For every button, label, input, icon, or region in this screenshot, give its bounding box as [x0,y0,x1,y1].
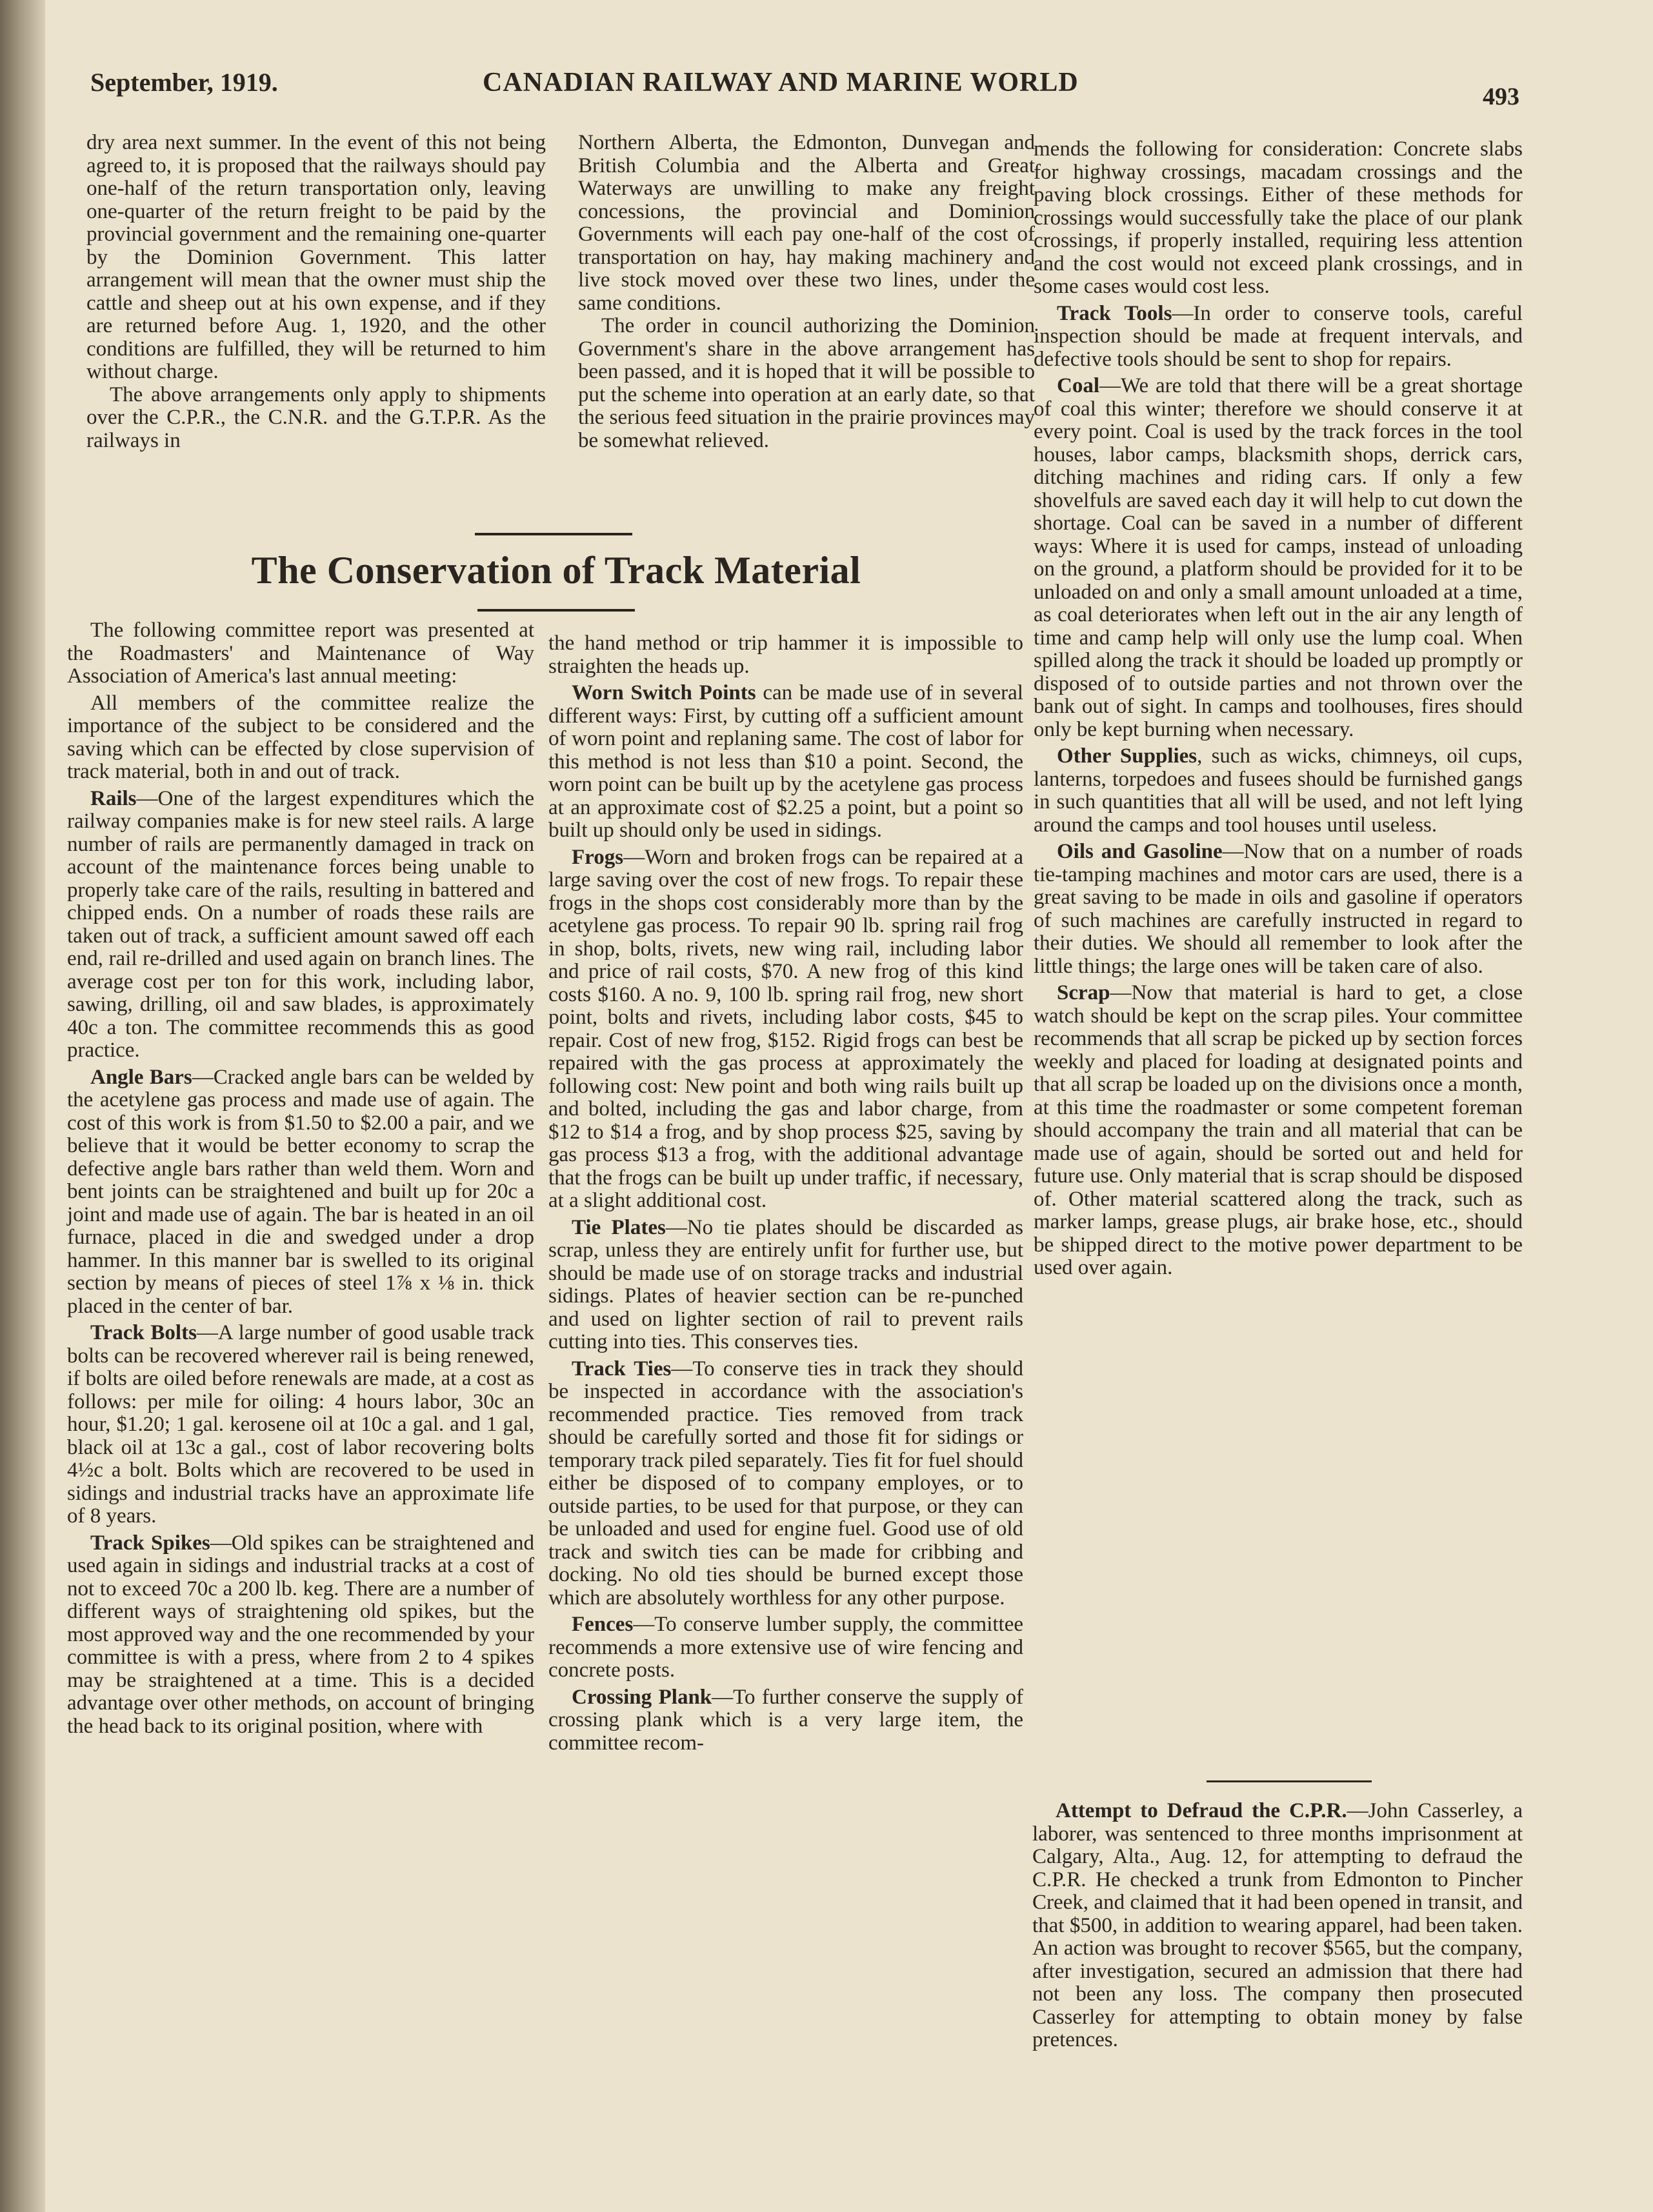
section-heading: Track Ties [572,1357,672,1380]
section-angle-bars [67,1066,534,1319]
section-scrap [1034,982,1523,1280]
section-text: —Old spikes can be straightened and used again in sidings and industrial tracks at a cost of not to exceed 70c a 200 lb. keg. There are a number of different ways of straightening old spikes, but the most approved way and the one recommended by your committee is with a press, where from 2 to 4 spikes may be straightened at a time. This is a decided advantage over other methods, on account of bringing the head back to its original position, where with [67,1531,534,1738]
section-heading: Frogs [572,845,624,869]
page-number: 493 [1483,83,1519,110]
section-crossing-plank [548,1686,1023,1755]
news-paragraph [1032,1800,1523,2052]
section-tie-plates [548,1217,1023,1354]
section-heading: Angle Bars [90,1065,192,1089]
section-text: —In order to conserve tools, careful inspection should be made at frequent intervals, and defective tools should be sent to shop for repairs. [1034,301,1523,371]
section-track-bolts [67,1322,534,1528]
section-text: —To further conserve the supply of crossing plank which is a very large item, the committee recom- [548,1685,1023,1755]
section-heading: Track Tools [1057,301,1172,325]
section-fences [548,1613,1023,1682]
section-text: —To conserve ties in track they should be inspected in accordance with the association's recommended practice. Ties removed from track should be carefully sorted and those fit for sidings or temporary track piled separately. Ties fit for fuel should either be disposed of to company employes, or to outside parties, to be used for that purpose, or they can be unloaded and used for engine fuel. Good use of old track and switch ties can be made for cribbing and docking. No old ties should be burned except those which are absolutely worthless for any other purpose. [548,1357,1024,1609]
news-text: —John Casserley, a laborer, was sentenced to three months imprisonment at Calgary, Alta., Aug. 12, for attempting to defraud the C.P.R. He checked a trunk from Edmonton to Pincher Creek, and claimed that it had been opened in transit, and that $500, in addition to wearing apparel, had been taken. An action was brought to recover $565, but the company, after investigation, secured an admission that there had not been any loss. The company then prosecuted Casserley for attempting to obtain money by false pretences. [1032,1799,1523,2051]
paragraph: The order in council authorizing the Dominion Government's share in the above arrangement has been passed, and it is hoped that it will be possible to put the scheme into operation at an early date, so that the serious feed situation in the prairie provinces may be somewhat relieved. [578,314,1035,452]
title-rule-bottom [477,609,635,612]
section-heading: Rails [90,786,137,810]
paragraph: dry area next summer. In the event of this not being agreed to, it is proposed that the railways should pay one-half of the return transportation only, leaving one-quarter of the return freight to be paid by the provincial government and the remaining one-quarter by the Dominion Government. This latter arrangement will mean that the owner must ship the cattle and sheep out at his own expense, and if they are returned before Aug. 1, 1920, and the other conditions are fulfilled, they will be returned to him without charge. [86,131,546,383]
continued-article-column-2 [578,132,1035,452]
section-heading: Crossing Plank [572,1685,712,1709]
paragraph: the hand method or trip hammer it is impossible to straighten the heads up. [548,632,1023,678]
section-text: —Cracked angle bars can be welded by the acetylene gas process and made use of again. The cost of this work is from $1.50 to $2.00 a pair, and we believe that it would be better economy to scrap the defective angle bars rather than weld them. Worn and bent joints can be straightened and built up for 20c a joint and made use of again. The bar is heated in an oil furnace, placed in die and swedged under a drop hammer. In this manner bar is swelled to its original section by means of pieces of steel 1⅞ x ⅛ in. thick placed in the center of bar. [67,1065,535,1318]
section-text: —No tie plates should be discarded as scrap, unless they are entirely unfit for further use, but should be made use of on storage tracks and industrial sidings. Plates of heavier section can be re-punched and used on lighter section of rail to prevent rails cutting into ties. This conserves ties. [548,1215,1023,1353]
paragraph: mends the following for consideration: Concrete slabs for highway crossings, macadam crossings and the paving block crossings. Either of these methods for crossings would successfully take the place of our plank crossings, if properly installed, requiring less attention and the cost would not exceed plank crossings, and in some cases would cost less. [1034,137,1523,298]
section-heading: Track Spikes [90,1531,210,1555]
article-column-3 [1034,138,1523,1280]
section-text: , such as wicks, chimneys, oil cups, lanterns, torpedoes and fusees should be furnished gangs in such quantities that all will be used, and not left lying around the camps and tool houses until useless. [1034,744,1523,837]
paragraph: The following committee report was presented at the Roadmasters' and Maintenance of Way Association of America's last annual meeting: [67,619,534,688]
article-title: The Conservation of Track Material [251,549,861,592]
section-heading: Worn Switch Points [572,681,756,704]
section-text: —We are told that there will be a great shortage of coal this winter; therefore we should conserve it at every point. Coal is used by the track forces in the tool houses, labor camps, blacksmith shops, derrick cars, ditching machines and riding cars. If only a few shovelfuls are saved each day it will help to cut down the shortage. Coal can be saved in a number of different ways: Where it is used for camps, instead of unloading on the ground, a platform should be provided for it to be unloaded on and only a small amount unloaded at a time, as coal deteriorates when left out in the air any length of time and camp help will only use the lump coal. When spilled along the track it should be loaded up promptly or disposed of to outside parties and not thrown over the bank out of sight. In camps and toolhouses, fires should only be kept burning when necessary. [1034,374,1523,741]
section-text: —Now that material is hard to get, a close watch should be kept on the scrap piles. Your committee recommends that all scrap be picked up by section forces weekly and placed for loading at designated points and that all scrap be loaded up on the divisions once a month, at this time the roadmaster or some competent foreman should accompany the train and all material that can be made use of again, should be sorted out and held for future use. Only material that is scrap should be disposed of. Other material scattered along the track, such as marker lamps, grease plugs, air brake hose, etc., should be shipped direct to the motive power department to be used over again. [1034,981,1523,1279]
section-switch-points [548,682,1023,842]
section-heading: Track Bolts [90,1321,197,1344]
article-column-1 [67,619,534,1738]
article-column-2 [548,632,1023,1755]
section-text: —A large number of good usable track bolts can be recovered wherever rail is being renewed, if bolts are oiled before renewals are made, at a cost as follows: per mile for oiling: 4 hours labor, 30c an hour, $1.20; 1 gal. kerosene oil at 10c a gal. and 1 gal, black oil at 13c a gal., cost of labor recovering bolts 4½c a bolt. Bolts which are recovered to be used in sidings and industrial tracks have an approximate life of 8 years. [67,1321,534,1528]
section-heading: Coal [1057,374,1099,397]
section-track-spikes [67,1532,534,1739]
section-track-tools [1034,303,1523,372]
paragraph: Northern Alberta, the Edmonton, Dunvegan and British Columbia and the Alberta and Great Waterways are unwilling to make any freight concessions, the provincial and Dominion Governments will each pay one-half of the cost of transportation on hay, hay making machinery and live stock moved over these two lines, under the same conditions. [578,131,1035,315]
section-coal [1034,375,1523,741]
paragraph: All members of the committee realize the importance of the subject to be considered and the saving which can be effected by close supervision of track material, both in and out of track. [67,691,534,783]
section-oils-gasoline [1034,841,1523,978]
section-text: —Now that on a number of roads tie-tamping machines and motor cars are used, there is a great saving to be made in oils and gasoline if operators of such machines are carefully instructed in regard to their duties. We should all remember to look after the little things; the large ones will be taken care of also. [1034,840,1523,978]
section-text: can be made use of in several different ways: First, by cutting off a sufficient amount of worn point and replaning same. The cost of labor for this method is not less than $10 a point. Second, the worn point can be built up by the acetylene gas process at an approximate cost of $2.25 a point, but a point so built up should only be used in sidings. [548,681,1023,842]
section-rails [67,788,534,1062]
paragraph: The above arrangements only apply to shipments over the C.P.R., the C.N.R. and the G.T.P.R. As the railways in [86,383,546,452]
section-heading: Fences [572,1613,634,1636]
section-text: —To conserve lumber supply, the committee recommends a more extensive use of wire fencing and concrete posts. [548,1613,1023,1682]
news-heading: Attempt to Defraud the C.P.R. [1056,1799,1347,1822]
news-divider [1207,1780,1372,1782]
news-item [1032,1800,1523,2052]
section-frogs [548,846,1023,1213]
section-track-ties [548,1358,1023,1610]
continued-article-column-1 [86,132,546,452]
section-text: —One of the largest expenditures which the railway companies make is for new steel rails. A large number of rails are permanently damaged in track on account of the maintenance forces being unable to properly take care of the rails, resulting in battered and chipped ends. On a number of roads these rails are taken out of track, a sufficient amount sawed off each end, rail re-drilled and used again on branch lines. The average cost per ton for this work, including labor, sawing, drilling, oil and saw blades, is approximately 40c a ton. The committee recommends this as good practice. [67,786,534,1062]
section-heading: Other Supplies [1057,744,1197,768]
journal-title: CANADIAN RAILWAY AND MARINE WORLD [483,68,1079,97]
title-rule-top [475,533,632,535]
section-heading: Tie Plates [572,1215,666,1239]
section-other-supplies [1034,745,1523,837]
issue-date: September, 1919. [90,68,278,97]
section-heading: Scrap [1057,981,1110,1004]
section-heading: Oils and Gasoline [1057,840,1223,863]
section-text: —Worn and broken frogs can be repaired at a large saving over the cost of new frogs. To repair these frogs in the shops cost considerably more than by the acetylene gas process. To repair 90 lb. spring rail frog in shop, bolts, rivets, new wing rail, including labor and price of rail costs, $70. A new frog of this kind costs $160. A no. 9, 100 lb. spring rail frog, new short point, bolts and rivets, including labor costs, $45 to repair. Cost of new frog, $152. Rigid frogs can best be repaired with the gas process at approximately the following cost: New point and both wing rails built up and bolted, including the gas and labor charge, from $12 to $14 a frog, and by shop process $25, saving by gas process $13 a frog, with the additional advantage that the frogs can be built up under traffic, if necessary, at a slight additional cost. [548,845,1023,1212]
